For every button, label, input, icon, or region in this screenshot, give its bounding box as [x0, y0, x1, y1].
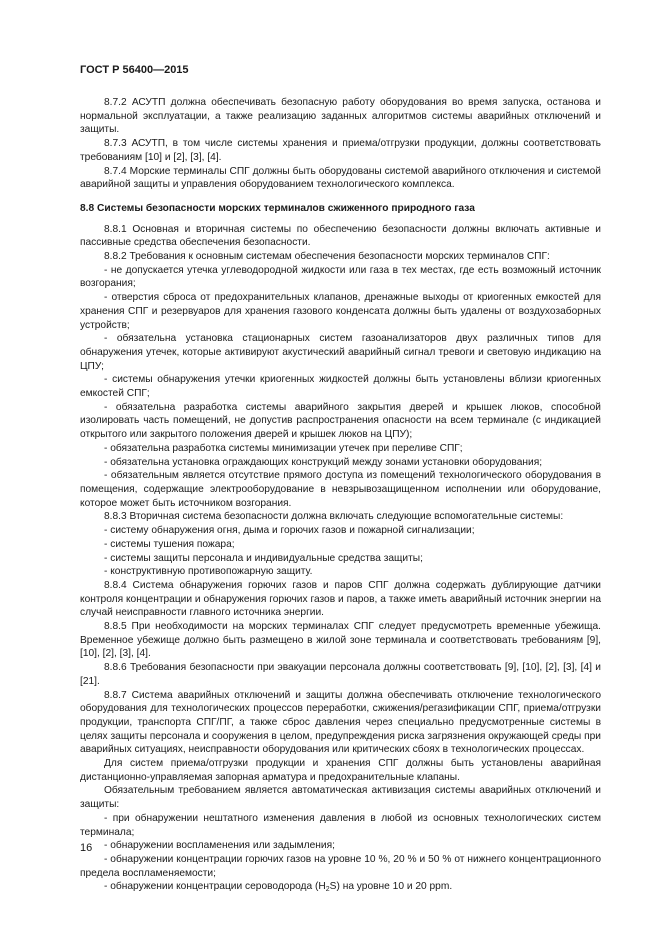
- list-item: - обнаружении воспламенения или задымления;: [104, 840, 335, 852]
- h2s-subscript: 2: [325, 886, 330, 894]
- paragraph-8-8-1: 8.8.1 Основная и вторичная системы по обеспечению безопасности должны включать активные и пассивные средства обеспечения безопасности.: [80, 223, 601, 249]
- document-body: [80, 96, 601, 897]
- paragraph-8-7-4: 8.7.4 Морские терминалы СПГ должны быть оборудованы системой аварийного отключения и системой аварийной защиты и управления оборудованием технологического комплекса.: [80, 165, 601, 191]
- list-item: - обязательна разработка системы аварийного закрытия дверей и крышек люков, способной изолировать часть помещений, не допустив распространения опасности на всем терминале (с индикацией открытого или закрытого положения дверей и крышек люков на ЦПУ);: [80, 401, 601, 441]
- list-item: - системы обнаружения утечки криогенных жидкостей должны быть установлены вблизи криогенных емкостей СПГ;: [80, 374, 601, 400]
- document-code: ГОСТ Р 56400—2015: [80, 64, 189, 76]
- list-item-h2s: [80, 880, 601, 897]
- h2s-text-after: S) на уровне 10 и 20 ppm.: [329, 881, 453, 893]
- list-item: - обязательна установка стационарных систем газоанализаторов двух различных типов для обнаружения утечек, которые активируют акустический аварийный сигнал тревоги и световую индикацию на ЦПУ;: [80, 333, 601, 372]
- h2s-text-before: - обнаружении концентрации сероводорода (H: [104, 881, 326, 893]
- paragraph-8-7-3: 8.7.3 АСУТП, в том числе системы хранения и приема/отгрузки продукции, должны соответствовать требованиям [10] и [2], [3], [4].: [80, 138, 601, 163]
- paragraph-8-8-4: 8.8.4 Система обнаружения горючих газов и паров СПГ должна содержать дублирующие датчики контроля концентрации и обнаружения горючих газов и паров, а также иметь аварийный источник энергии на случай неисправности главного источника энергии.: [80, 579, 601, 619]
- list-item: - обязательным является отсутствие прямого доступа из помещений технологического оборудования в помещения, содержащие электрооборудование в невзрывозащищенном исполнении или оборудование, которое может быть источником возгорания.: [80, 470, 601, 509]
- paragraph-8-8-7: 8.8.7 Система аварийных отключений и защиты должна обеспечивать отключение технологического оборудования для технологических процессов переработки, сжижения/регазификации СПГ, приема/отгрузки продукции, транспорта СПГ/ПГ, а также сброс давления через специально предусмотренные системы в целях защиты персонала и сооружения в целом, предупреждения риска загрязнения окружающей среды при аварийных ситуациях, неисправности оборудования или критических сбоях в технологических процессах.: [80, 689, 601, 756]
- paragraph-activation: Обязательным требованием является автоматическая активизация системы аварийных отключений и защиты:: [80, 785, 601, 811]
- list-item: - при обнаружении нештатного изменения давления в любой из основных технологических систем терминала;: [80, 812, 601, 838]
- list-item: - не допускается утечка углеводородной жидкости или газа в тех местах, где есть возможный источник возгорания;: [80, 264, 601, 290]
- list-item: - обязательна разработка системы минимизации утечек при переливе СПГ;: [104, 442, 463, 454]
- paragraph-8-7-2: 8.7.2 АСУТП должна обеспечивать безопасную работу оборудования во время запуска, останова и нормальной эксплуатации, а также реализацию заданных алгоритмов системы аварийных отключений и защиты.: [80, 97, 601, 136]
- paragraph-8-8-3: 8.8.3 Вторичная система безопасности должна включать следующие вспомогательные системы:: [104, 511, 564, 523]
- list-item: - отверстия сброса от предохранительных клапанов, дренажные выходы от криогенных емкостей для хранения СПГ и резервуаров для хранения газового конденсата должны быть удалены от воздухозаборных устройств;: [80, 292, 601, 331]
- list-item: - системы защиты персонала и индивидуальные средства защиты;: [104, 552, 423, 564]
- list-item: - конструктивную противопожарную защиту.: [104, 566, 313, 578]
- paragraph-8-8-2: 8.8.2 Требования к основным системам обеспечения безопасности морских терминалов СПГ:: [104, 251, 550, 263]
- list-item: - системы тушения пожара;: [104, 538, 235, 550]
- list-item: - систему обнаружения огня, дыма и горючих газов и пожарной сигнализации;: [104, 525, 475, 537]
- paragraph-valves: Для систем приема/отгрузки продукции и хранения СПГ должны быть установлены аварийная дистанционно-управляемая запорная арматура и предохранительные клапаны.: [80, 758, 601, 783]
- paragraph-8-8-5: 8.8.5 При необходимости на морских терминалах СПГ следует предусмотреть временные убежища. Временное убежище должно быть размещено в жилой зоне терминала и соответствовать требованиям [9], [10], [2], [3], [4].: [80, 621, 601, 660]
- list-item: - обнаружении концентрации горючих газов на уровне 10 %, 20 % и 50 % от нижнего концентрационного предела воспламеняемости;: [80, 853, 601, 879]
- section-heading-8-8: 8.8 Системы безопасности морских терминалов сжиженного природного газа: [80, 202, 475, 214]
- list-item: - обязательна установка ограждающих конструкций между зонами установки оборудования;: [104, 456, 543, 468]
- page-number: 16: [80, 842, 93, 854]
- paragraph-8-8-6: 8.8.6 Требования безопасности при эвакуации персонала должны соответствовать [9], [10], [2], [3], [4] и [21].: [80, 662, 601, 687]
